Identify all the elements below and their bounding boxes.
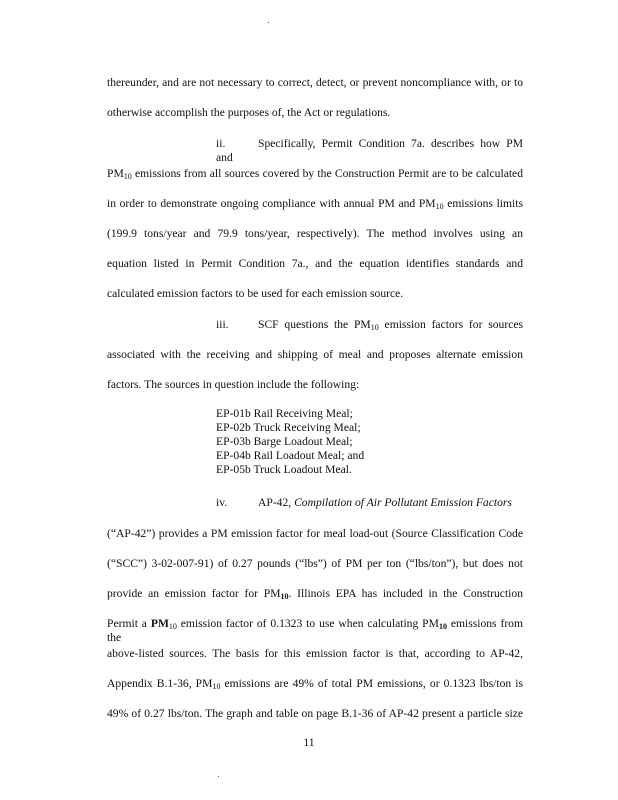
text-line (107, 647, 523, 661)
subscript: 10 (370, 323, 379, 332)
text-run: in order to demonstrate ongoing compliance with annual PM and PM (107, 197, 436, 210)
scan-speck (268, 22, 269, 23)
text-line (107, 378, 523, 392)
text-line (107, 76, 523, 90)
text-run: PM (107, 167, 124, 180)
subscript: 10 (438, 622, 447, 631)
text-run: EP-01b Rail Receiving Meal; (216, 407, 353, 420)
text-run: emission factors for sources (378, 318, 523, 331)
subscript: 10 (123, 172, 132, 181)
text-run: EP-04b Rail Loadout Meal; and (216, 449, 365, 462)
list-item (216, 421, 361, 435)
text-run: . Illinois EPA has included in the Construction (288, 587, 523, 600)
text-line (216, 496, 523, 510)
list-item (216, 407, 353, 421)
subscript: 10 (280, 592, 289, 601)
text-line (216, 137, 523, 164)
text-run: PM (150, 617, 169, 630)
text-line (107, 707, 523, 721)
text-line (107, 348, 523, 362)
text-run: provide an emission factor for PM (107, 587, 281, 600)
paragraph-number: iv. (216, 496, 228, 509)
page-number: 11 (303, 736, 315, 749)
subscript: 10 (435, 202, 444, 211)
text-run: EP-02b Truck Receiving Meal; (216, 421, 361, 434)
text-line (107, 587, 523, 601)
text-run: calculated emission factors to be used for each emission source. (107, 287, 404, 300)
text-run: EP-05b Truck Loadout Meal. (216, 463, 352, 476)
text-line (107, 677, 523, 691)
text-line (107, 227, 523, 241)
text-line (107, 287, 523, 301)
text-run: emissions from the (107, 617, 523, 644)
text-run: Specifically, Permit Condition 7a. describes how PM and (216, 137, 523, 164)
text-run: otherwise accomplish the purposes of, the Act or regulations. (107, 106, 391, 119)
text-run: (199.9 tons/year and 79.9 tons/year, respectively). The method involves using an (107, 227, 523, 240)
text-run: emissions limits (443, 197, 523, 210)
text-run: factors. The sources in question include the following: (107, 378, 360, 391)
text-run: EP-03b Barge Loadout Meal; (216, 435, 353, 448)
text-line (107, 106, 523, 120)
text-run: equation listed in Permit Condition 7a., and the equation identifies standards and (107, 257, 523, 270)
paragraph-number: iii. (216, 318, 229, 331)
text-run: Appendix B.1-36, PM (107, 677, 213, 690)
text-run: emissions from all sources covered by the Construction Permit are to be calculated (131, 167, 523, 180)
text-line (107, 257, 523, 271)
subscript: 10 (212, 682, 221, 691)
italic-title: Compilation of Air Pollutant Emission Factors (294, 496, 512, 509)
subscript: 10 (168, 622, 177, 631)
text-line (216, 318, 523, 332)
text-run: SCF questions the PM (258, 318, 371, 331)
text-run: emissions are 49% of total PM emissions, or 0.1323 lbs/ton is (220, 677, 524, 690)
text-run: above-listed sources. The basis for this emission factor is that, according to AP-42, (107, 647, 523, 660)
text-run: thereunder, and are not necessary to correct, detect, or prevent noncompliance with, or to (107, 76, 523, 89)
text-run: associated with the receiving and shipping of meal and proposes alternate emission (107, 348, 523, 361)
text-run: Permit a (107, 617, 151, 630)
text-run: 49% of 0.27 lbs/ton. The graph and table on page B.1-36 of AP-42 present a particle size (107, 707, 523, 720)
text-line (107, 557, 523, 571)
text-run: (“AP-42”) provides a PM emission factor for meal load-out (Source Classification Code (107, 527, 523, 540)
list-item (216, 435, 353, 449)
text-line (107, 197, 523, 211)
list-item (216, 463, 352, 477)
list-item (216, 449, 364, 463)
text-run: emission factor of 0.1323 to use when calculating PM (176, 617, 439, 630)
text-line (107, 167, 523, 181)
text-line (107, 527, 523, 541)
text-run: (“SCC”) 3-02-007-91) of 0.27 pounds (“lbs”) of PM per ton (“lbs/ton”), but does not (107, 557, 523, 570)
paragraph-number: ii. (216, 137, 226, 150)
scan-speck (218, 776, 219, 777)
text-run: AP-42, (258, 496, 295, 509)
text-line (107, 617, 523, 644)
